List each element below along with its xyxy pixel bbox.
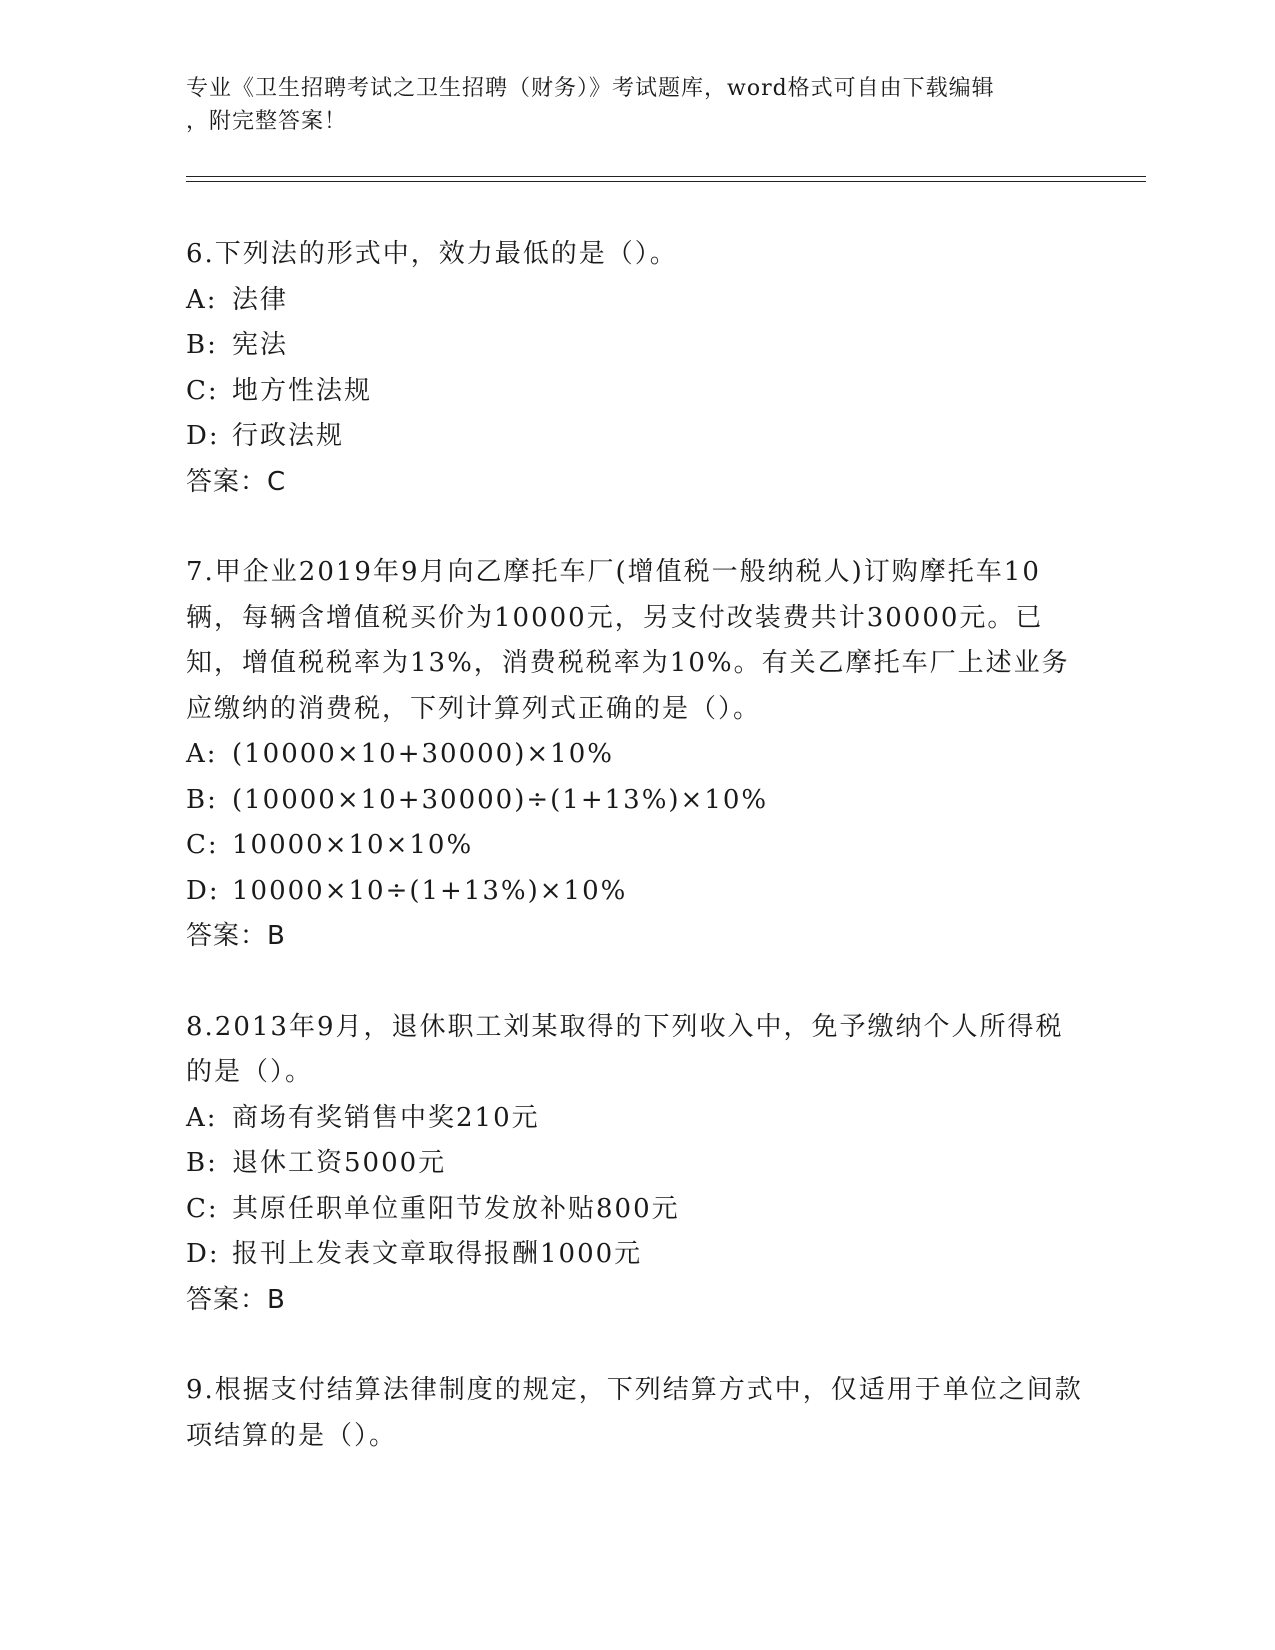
option-b: [186, 1141, 1086, 1187]
option-c: [186, 369, 1086, 415]
question-stem: 9.根据支付结算法律制度的规定，下列结算方式中，仅适用于单位之间款项结算的是（）。: [186, 1375, 1083, 1451]
option-text: 10000×10÷(1+13%)×10%: [232, 875, 628, 906]
option-letter: D:: [186, 875, 220, 906]
option-letter: C:: [186, 1193, 219, 1224]
question-8: [186, 1005, 1086, 1324]
header-title-line-1: 专业《卫生招聘考试之卫生招聘（财务）》考试题库，word格式可自由下载编辑: [186, 76, 995, 101]
option-b: [186, 323, 1086, 369]
option-text: 报刊上发表文章取得报酬1000元: [232, 1239, 643, 1269]
option-d: [186, 1232, 1086, 1278]
question-list: [186, 232, 1086, 1459]
answer-line: 答案：C: [186, 466, 287, 497]
option-a: [186, 732, 1086, 778]
option-text: 10000×10×10%: [232, 830, 474, 860]
document-header: [186, 72, 1066, 138]
question-stem: 8.2013年9月，退休职工刘某取得的下列收入中，免予缴纳个人所得税的是（）。: [186, 1011, 1064, 1087]
question-9: [186, 1368, 1086, 1459]
option-letter: B:: [186, 1148, 218, 1178]
option-d: [186, 869, 1086, 915]
option-text: (10000×10+30000)×10%: [232, 739, 614, 769]
option-c: [186, 823, 1086, 869]
option-a: [186, 1096, 1086, 1142]
option-letter: B:: [186, 330, 218, 360]
option-text: 法律: [232, 284, 289, 315]
header-title-line-2: ，附完整答案！: [186, 109, 348, 134]
option-letter: A:: [186, 1102, 218, 1133]
option-letter: C:: [186, 830, 219, 860]
option-text: 宪法: [232, 330, 289, 360]
option-text: 行政法规: [232, 421, 345, 451]
option-text: (10000×10+30000)÷(1+13%)×10%: [232, 784, 769, 815]
option-letter: B:: [186, 784, 218, 815]
answer-line: 答案：B: [186, 921, 286, 951]
option-text: 商场有奖销售中奖210元: [232, 1102, 540, 1133]
question-stem: 6.下列法的形式中，效力最低的是（）。: [186, 239, 678, 269]
option-b: [186, 778, 1086, 824]
option-text: 地方性法规: [232, 375, 373, 406]
option-letter: A:: [186, 284, 218, 315]
option-letter: C:: [186, 375, 219, 406]
question-stem: 7.甲企业2019年9月向乙摩托车厂(增值税一般纳税人)订购摩托车10辆，每辆含增值税买价为10000元，另支付改装费共计30000元。已知，增值税税率为13%，消费税税率为10%。有关乙摩托车厂上述业务应缴纳的消费税，下列计算列式正确的是（）。: [186, 557, 1070, 724]
option-letter: A:: [186, 739, 218, 769]
answer-line: 答案：B: [186, 1284, 286, 1315]
option-text: 其原任职单位重阳节发放补贴800元: [232, 1193, 680, 1224]
question-6: [186, 232, 1086, 505]
option-a: [186, 278, 1086, 324]
question-7: [186, 550, 1086, 960]
header-divider-bottom: [186, 181, 1146, 182]
header-divider-top: [186, 176, 1146, 177]
option-letter: D:: [186, 1239, 220, 1269]
option-c: [186, 1187, 1086, 1233]
option-d: [186, 414, 1086, 460]
option-letter: D:: [186, 421, 220, 451]
option-text: 退休工资5000元: [232, 1148, 447, 1178]
